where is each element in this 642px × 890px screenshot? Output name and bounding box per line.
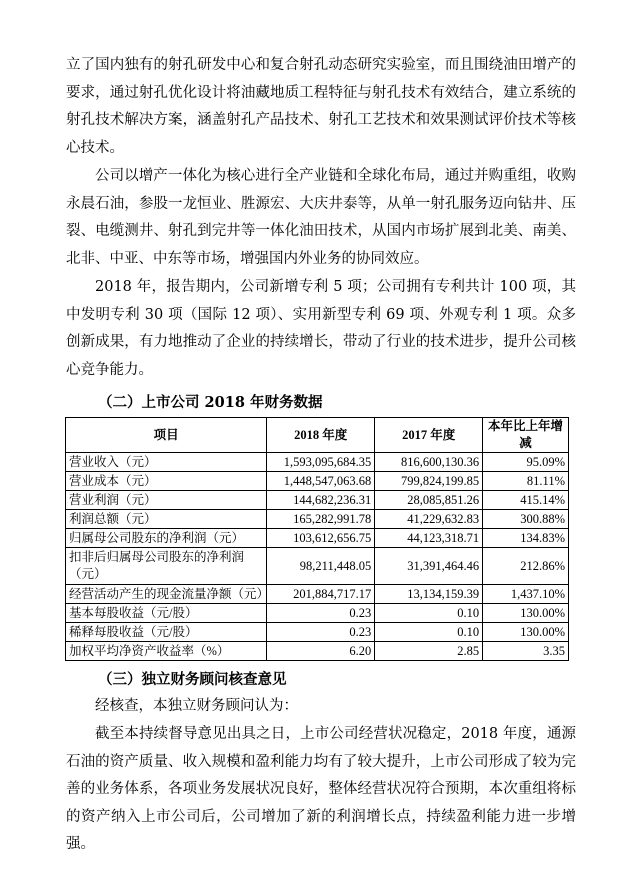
cell-item: 稀释每股收益（元/股） <box>66 623 267 642</box>
table-row <box>66 510 569 529</box>
cell-2017: 799,824,199.85 <box>375 472 483 491</box>
section-heading-financial-data: （二）上市公司 2018 年财务数据 <box>98 394 323 411</box>
table-row <box>66 548 569 585</box>
table-row <box>66 585 569 604</box>
paragraph-verification-conclusion: 截至本持续督导意见出具之日，上市公司经营状况稳定，2018 年度，通源石油的资产质量、收入规模和盈利能力均有了较大提升，上市公司形成了较为完善的业务体系，各项业务发展状况良好，整体经营状况符合预期，本次重组将标的资产纳入上市公司后，公司增加了新的利润增长点，持续盈利能力进一步增强。 <box>66 726 576 852</box>
cell-item: 营业成本（元） <box>66 472 267 491</box>
cell-change: 300.88% <box>483 510 569 529</box>
cell-item: 利润总额（元） <box>66 510 267 529</box>
cell-change: 3.35 <box>483 642 569 661</box>
table-row <box>66 623 569 642</box>
paragraph-industry-layout: 公司以增产一体化为核心进行全产业链和全球化布局，通过并购重组，收购永晨石油，参股一龙恒业、胜源宏、大庆井泰等，从单一射孔服务迈向钻井、压裂、电缆测井、射孔到完井等一体化油田技术，从国内市场扩展到北美、南美、北非、中亚、中东等市场，增强国内外业务的协同效应。 <box>66 168 576 267</box>
cell-2017: 816,600,130.36 <box>375 453 483 472</box>
cell-2017: 44,123,318.71 <box>375 529 483 548</box>
cell-2017: 31,391,464.46 <box>375 548 483 585</box>
header-2018: 2018 年度 <box>267 418 375 453</box>
cell-2018: 103,612,656.75 <box>267 529 375 548</box>
cell-2017: 0.10 <box>375 604 483 623</box>
cell-item: 基本每股收益（元/股） <box>66 604 267 623</box>
cell-2018: 0.23 <box>267 604 375 623</box>
cell-2018: 1,448,547,063.68 <box>267 472 375 491</box>
table-row <box>66 529 569 548</box>
cell-2018: 201,884,717.17 <box>267 585 375 604</box>
cell-item: 归属母公司股东的净利润（元） <box>66 529 267 548</box>
cell-change: 415.14% <box>483 491 569 510</box>
table-row <box>66 604 569 623</box>
cell-item: 营业利润（元） <box>66 491 267 510</box>
cell-change: 81.11% <box>483 472 569 491</box>
cell-item: 扣非后归属母公司股东的净利润（元） <box>66 548 267 585</box>
cell-item: 加权平均净资产收益率（%） <box>66 642 267 661</box>
paragraph-perforation-tech: 立了国内独有的射孔研发中心和复合射孔动态研究实验室，而且围绕油田增产的要求，通过射孔优化设计将油藏地质工程特征与射孔技术有效结合，建立系统的射孔技术解决方案，涵盖射孔产品技术、射孔工艺技术和效果测试评价技术等核心技术。 <box>66 57 576 156</box>
cell-item: 营业收入（元） <box>66 453 267 472</box>
cell-change: 95.09% <box>483 453 569 472</box>
table-row <box>66 491 569 510</box>
cell-item: 经营活动产生的现金流量净额（元） <box>66 585 267 604</box>
cell-2018: 0.23 <box>267 623 375 642</box>
section-heading-advisor-opinion: （三）独立财务顾问核查意见 <box>98 671 287 688</box>
cell-2017: 13,134,159.39 <box>375 585 483 604</box>
header-item: 项目 <box>66 418 267 453</box>
cell-2018: 144,682,236.31 <box>267 491 375 510</box>
cell-2018: 1,593,095,684.35 <box>267 453 375 472</box>
table-row <box>66 472 569 491</box>
cell-2018: 165,282,991.78 <box>267 510 375 529</box>
cell-change: 130.00% <box>483 604 569 623</box>
cell-2017: 41,229,632.83 <box>375 510 483 529</box>
header-2017: 2017 年度 <box>375 418 483 453</box>
financial-data-table <box>65 417 569 661</box>
cell-2018: 6.20 <box>267 642 375 661</box>
paragraph-verification-intro: 经核查，本独立财务顾问认为： <box>95 698 298 714</box>
cell-2018: 98,211,448.05 <box>267 548 375 585</box>
cell-change: 134.83% <box>483 529 569 548</box>
cell-change: 212.86% <box>483 548 569 585</box>
table-header-row <box>66 418 569 453</box>
cell-change: 1,437.10% <box>483 585 569 604</box>
table-row <box>66 453 569 472</box>
cell-2017: 28,085,851.26 <box>375 491 483 510</box>
table-row <box>66 642 569 661</box>
cell-change: 130.00% <box>483 623 569 642</box>
paragraph-patents: 2018 年，报告期内，公司新增专利 5 项；公司拥有专利共计 100 项，其中发明专利 30 项（国际 12 项）、实用新型专利 69 项、外观专利 1 项。众多创新成果，有力地推动了企业的持续增长，带动了行业的技术进步，提升公司核心竞争能力。 <box>66 279 576 378</box>
header-change: 本年比上年增减 <box>483 418 569 453</box>
cell-2017: 2.85 <box>375 642 483 661</box>
cell-2017: 0.10 <box>375 623 483 642</box>
